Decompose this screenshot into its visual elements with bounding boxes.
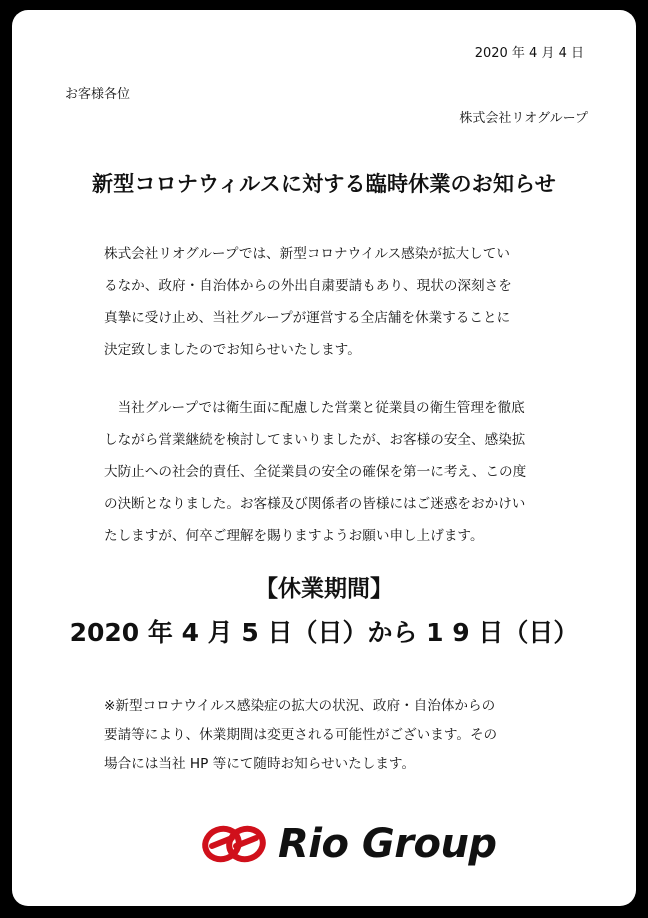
footnote-line: ※新型コロナウイルス感染症の拡大の状況、政府・自治体からの (104, 698, 496, 714)
footnote-line: 場合には当社 HP 等にて随時お知らせいたします。 (104, 756, 416, 772)
notice-paragraph-1 (104, 238, 564, 366)
notice-sender: 株式会社リオグループ (459, 111, 588, 126)
rio-group-logo-text: Rio Group (278, 821, 497, 867)
closure-period-dates: 2020 年 4 月 5 日（日）から 1 9 日（日） (69, 618, 579, 647)
paragraph-1-line: 真摯に受け止め、当社グループが運営する全店舗を休業することに (104, 310, 511, 326)
rio-group-logo (200, 810, 497, 880)
paragraph-2-line: しながら営業継続を検討してまいりましたが、お客様の安全、感染拡 (104, 432, 526, 448)
closure-period-label: 【休業期間】 (255, 576, 393, 602)
paragraph-1-line: 決定致しましたのでお知らせいたします。 (104, 342, 361, 358)
notice-footnote (104, 692, 574, 779)
notice-recipient: お客様各位 (65, 87, 131, 102)
paragraph-2-line: 大防止への社会的責任、全従業員の安全の確保を第一に考え、この度 (104, 464, 527, 480)
footnote-line: 要請等により、休業期間は変更される可能性がございます。その (104, 727, 498, 743)
notice-date: 2020 年 4 月 4 日 (474, 46, 584, 61)
paragraph-2-line: の決断となりました。お客様及び関係者の皆様にはご迷惑をおかけい (104, 496, 526, 512)
paragraph-1-line: 株式会社リオグループでは、新型コロナウイルス感染が拡大してい (104, 246, 510, 262)
paragraph-2-line: たしますが、何卒ご理解を賜りますようお願い申し上げます。 (104, 528, 484, 544)
rio-group-logo-mark-icon (200, 820, 270, 868)
paragraph-1-line: るなか、政府・自治体からの外出自粛要請もあり、現状の深刻さを (104, 278, 512, 294)
notice-sheet (12, 10, 636, 906)
notice-title: 新型コロナウィルスに対する臨時休業のお知らせ (92, 172, 556, 196)
paragraph-2-line: 当社グループでは衛生面に配慮した営業と従業員の衛生管理を徹底 (104, 400, 525, 416)
notice-paragraph-2 (104, 392, 564, 552)
